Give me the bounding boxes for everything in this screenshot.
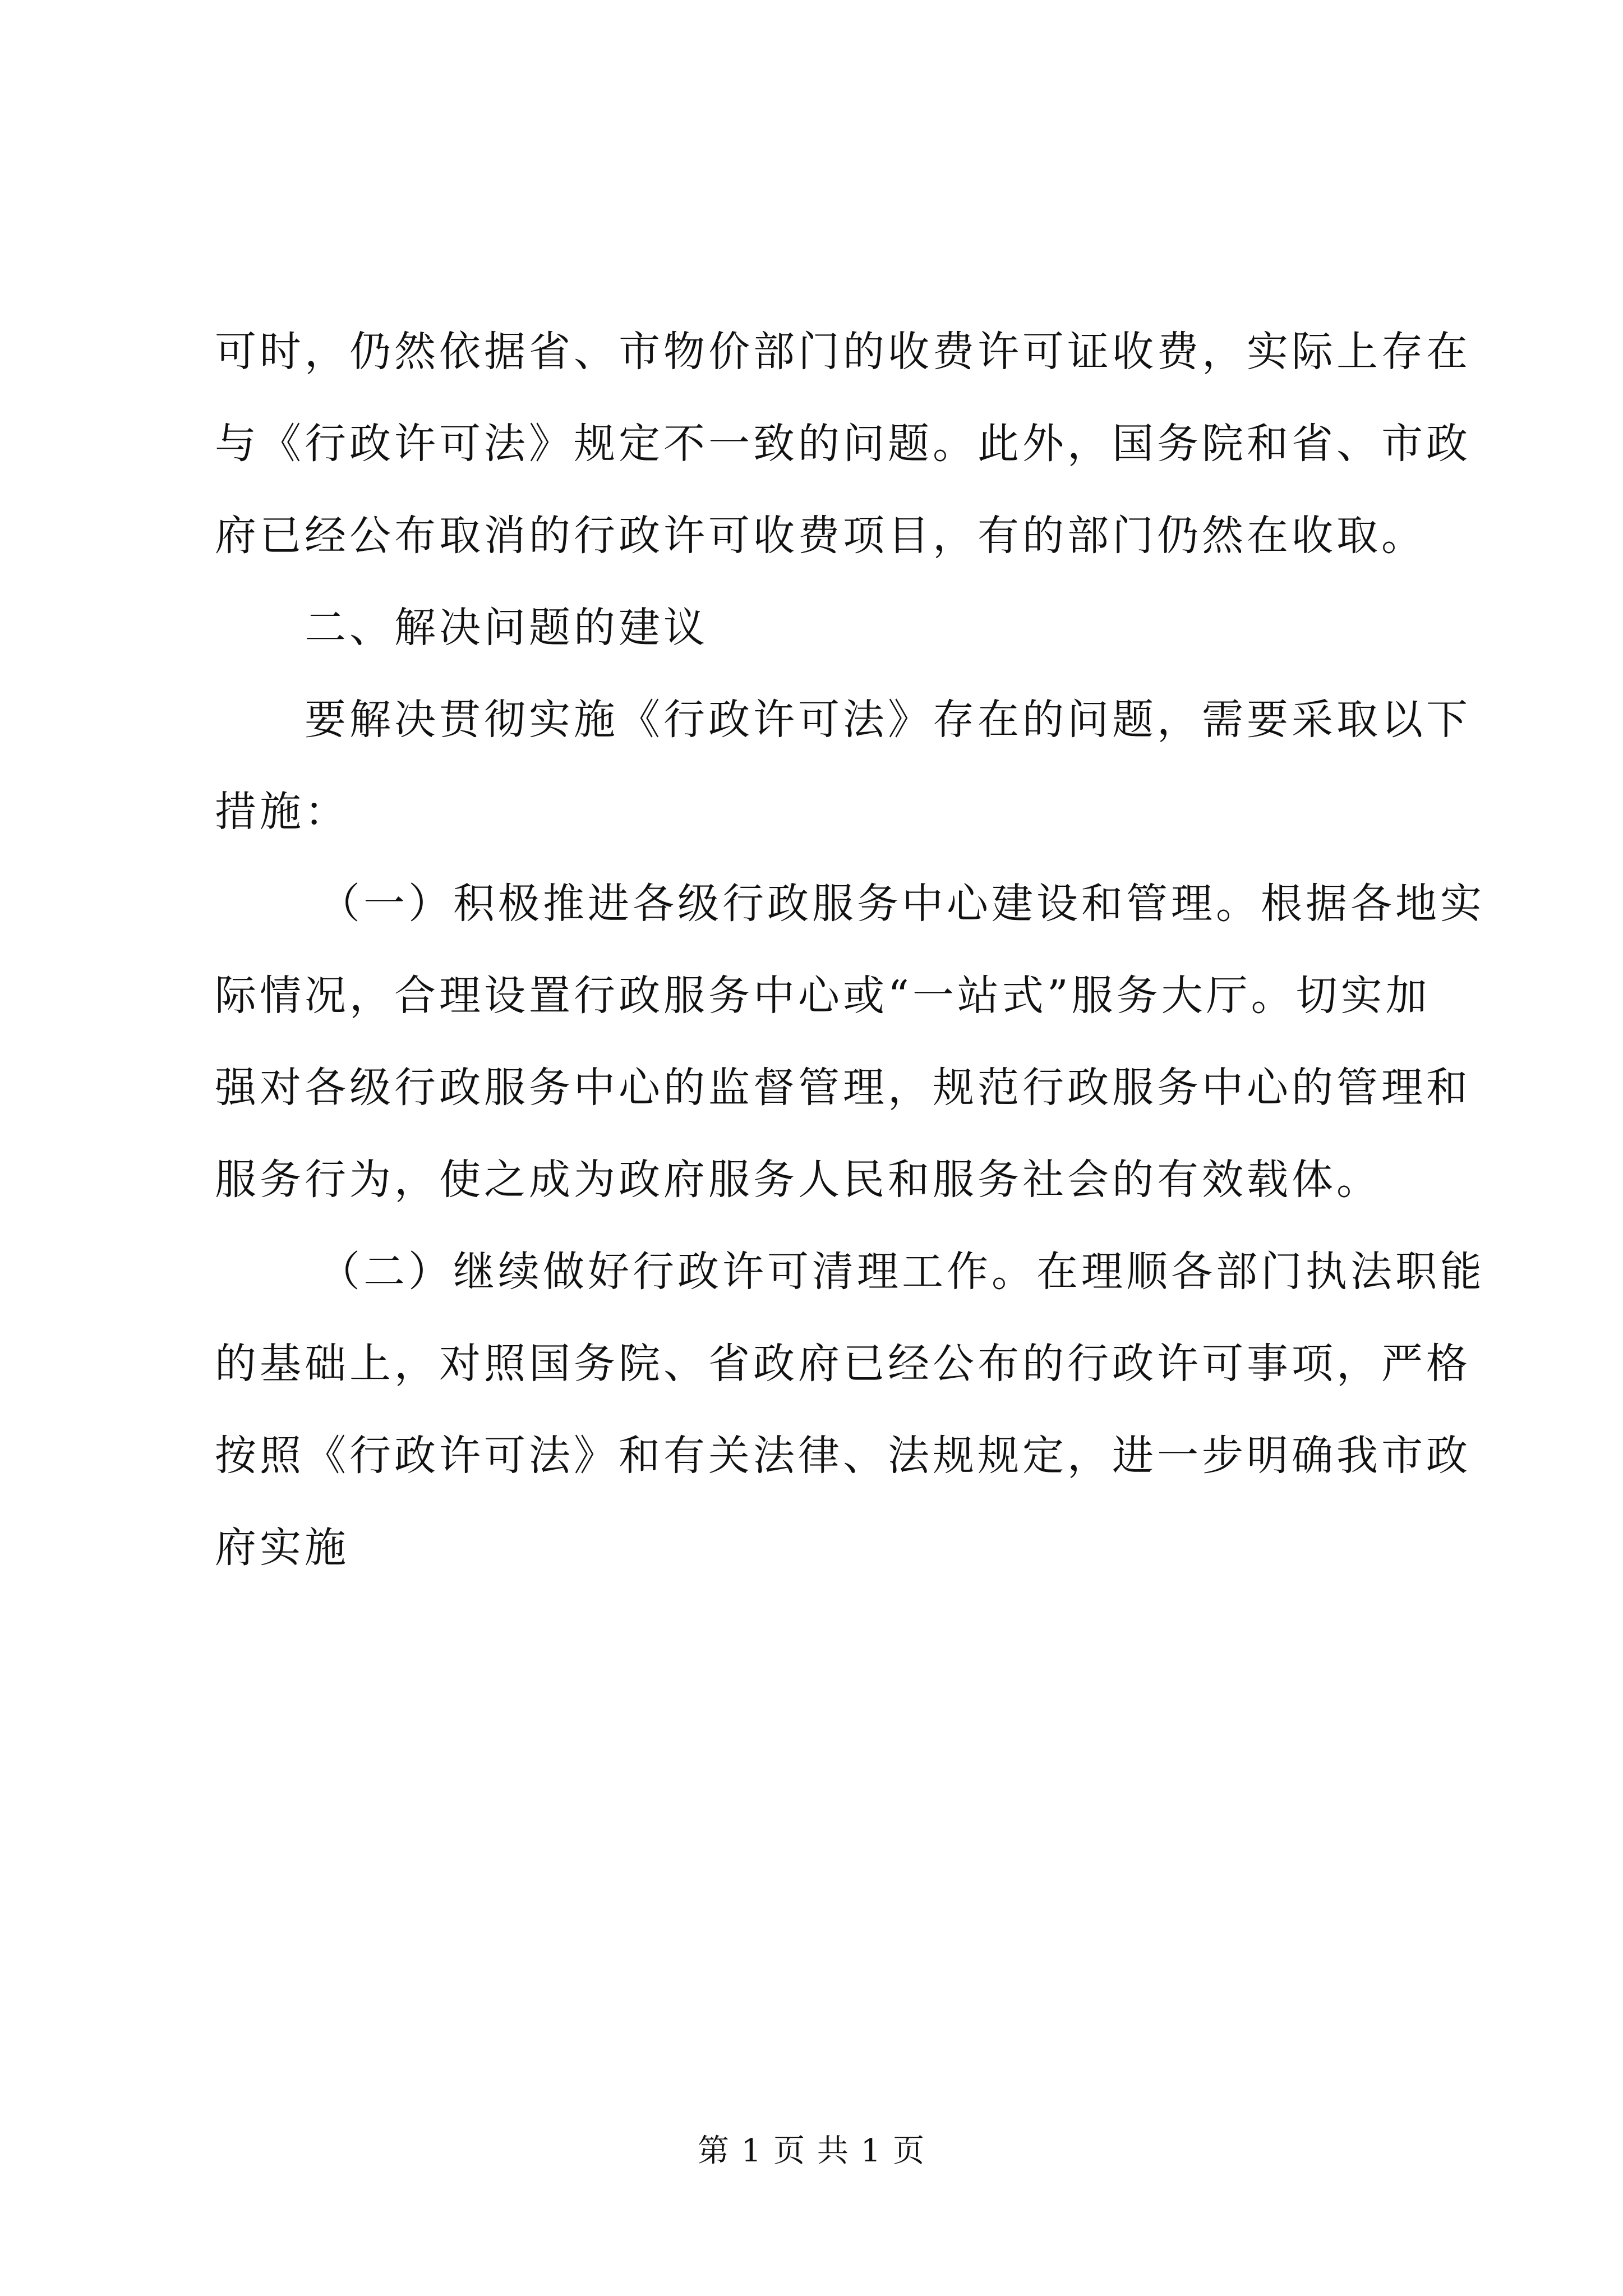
paragraph-line: 服务行为，使之成为政府服务人民和服务社会的有效载体。 — [215, 1156, 1381, 1204]
paragraph-line: 按照《行政许可法》和有关法律、法规规定，进一步明确我市政 — [215, 1432, 1471, 1480]
paragraph-line: （二）继续做好行政许可清理工作。在理顺各部门执法职能 — [319, 1248, 1485, 1296]
paragraph-line: 措施： — [215, 788, 349, 836]
page-number-footer: 第 1 页 共 1 页 — [697, 2133, 926, 2169]
paragraph-line: 府已经公布取消的行政许可收费项目，有的部门仍然在收取。 — [215, 512, 1426, 560]
paragraph-line: 际情况，合理设置行政服务中心或“一站式”服务大厅。切实加 — [215, 972, 1431, 1020]
paragraph-line: （一）积极推进各级行政服务中心建设和管理。根据各地实 — [319, 880, 1485, 928]
paragraph-line: 的基础上，对照国务院、省政府已经公布的行政许可事项，严格 — [215, 1340, 1471, 1388]
body-text — [215, 306, 1485, 1594]
paragraph-line: 可时，仍然依据省、市物价部门的收费许可证收费，实际上存在 — [215, 328, 1471, 376]
paragraph-line: 要解决贯彻实施《行政许可法》存在的问题，需要采取以下 — [305, 696, 1471, 744]
paragraph-line: 与《行政许可法》规定不一致的问题。此外，国务院和省、市政 — [215, 420, 1471, 468]
section-heading: 二、解决问题的建议 — [305, 604, 708, 652]
paragraph-line: 强对各级行政服务中心的监督管理，规范行政服务中心的管理和 — [215, 1064, 1471, 1112]
paragraph-line: 府实施 — [215, 1524, 349, 1572]
